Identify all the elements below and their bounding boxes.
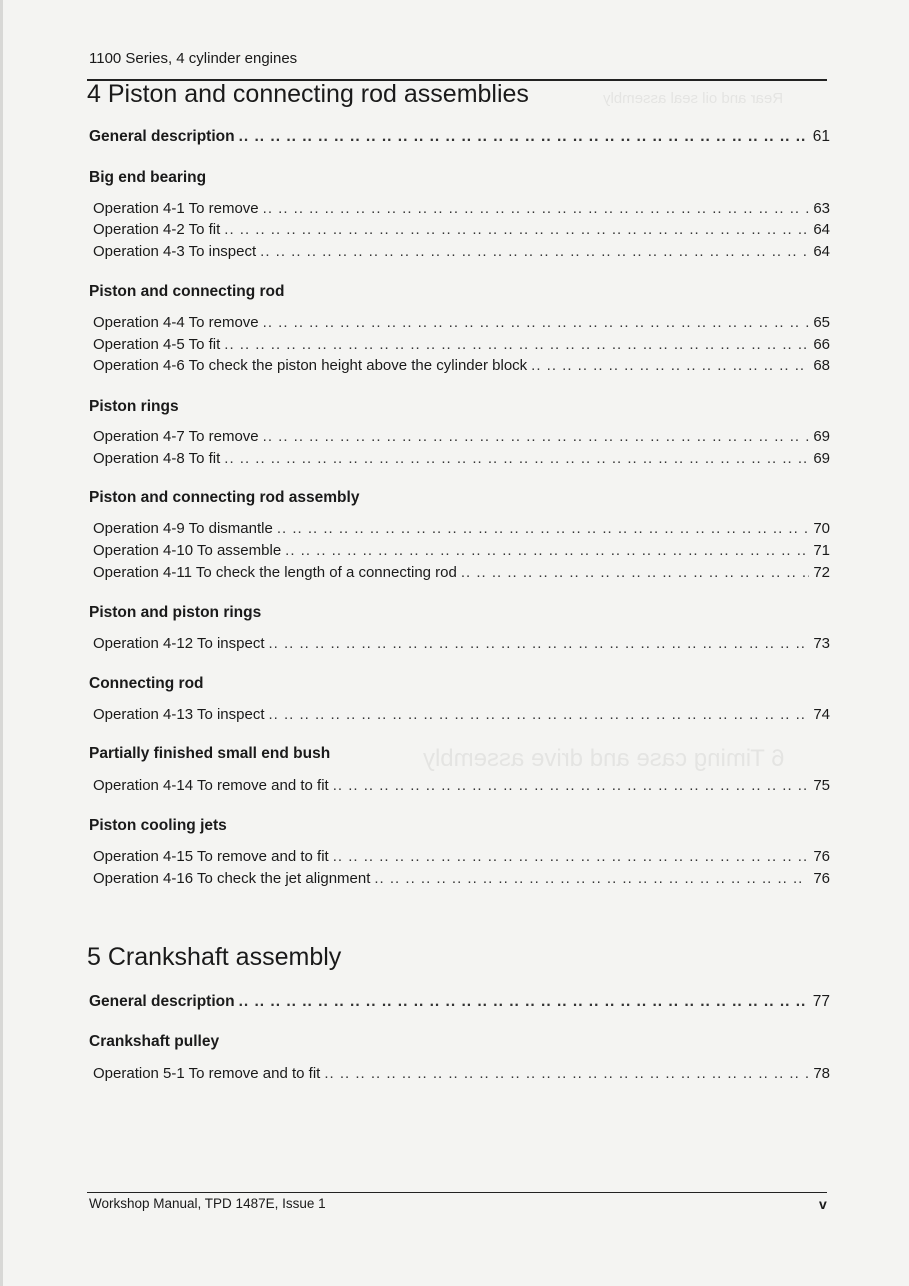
toc-entry[interactable]	[93, 243, 830, 263]
leader-dots	[324, 1065, 809, 1082]
toc-entry-label: Operation 4-8 To fit	[93, 450, 221, 467]
section-heading-piston-rod: Piston and connecting rod	[89, 283, 285, 300]
section-heading-piston-and-rings: Piston and piston rings	[89, 604, 262, 621]
toc-entry[interactable]	[93, 848, 830, 868]
toc-page-number: 76	[813, 870, 830, 887]
section-heading-crankshaft-pulley: Crankshaft pulley	[89, 1033, 220, 1050]
toc-entry[interactable]	[93, 706, 830, 726]
leader-dots	[285, 542, 809, 559]
footer-divider	[87, 1192, 827, 1193]
toc-entry[interactable]	[93, 635, 830, 655]
leader-dots	[269, 706, 810, 723]
leader-dots	[239, 128, 809, 146]
toc-entry-label: Operation 4-12 To inspect	[93, 635, 265, 652]
toc-entry-general-description[interactable]	[89, 993, 830, 1013]
toc-page-number: 70	[813, 520, 830, 537]
leader-dots	[263, 200, 810, 217]
toc-page-number: 65	[813, 314, 830, 331]
toc-entry-label: General description	[89, 128, 235, 145]
toc-entry[interactable]	[93, 564, 830, 584]
toc-entry-label: Operation 4-16 To check the jet alignment	[93, 870, 371, 887]
toc-page-number: 68	[813, 357, 830, 374]
toc-page-number: 71	[813, 542, 830, 559]
series-header: 1100 Series, 4 cylinder engines	[89, 50, 298, 67]
toc-entry-label: Operation 4-7 To remove	[93, 428, 259, 445]
toc-page-number: 73	[813, 635, 830, 652]
toc-page-number: 61	[812, 128, 830, 145]
toc-entry[interactable]	[93, 870, 830, 890]
toc-page-number: 72	[813, 564, 830, 581]
leader-dots	[333, 848, 810, 865]
toc-page-number: 76	[813, 848, 830, 865]
toc-entry-general-description[interactable]	[89, 128, 830, 148]
toc-entry-label: Operation 4-2 To fit	[93, 221, 221, 238]
toc-entry-label: Operation 4-1 To remove	[93, 200, 259, 217]
leader-dots	[269, 635, 810, 652]
toc-page-number: 64	[813, 243, 830, 260]
section-heading-connecting-rod: Connecting rod	[89, 675, 204, 692]
leader-dots	[277, 520, 809, 537]
toc-entry[interactable]	[93, 450, 830, 470]
leader-dots	[263, 428, 810, 445]
toc-page-number: 75	[813, 777, 830, 794]
leader-dots	[224, 450, 809, 467]
toc-entry[interactable]	[93, 1065, 830, 1085]
toc-page-number: 66	[813, 336, 830, 353]
toc-entry[interactable]	[93, 221, 830, 241]
chapter-5-title: 5 Crankshaft assembly	[87, 943, 342, 971]
toc-entry-label: Operation 4-3 To inspect	[93, 243, 257, 260]
toc-entry-label: Operation 4-10 To assemble	[93, 542, 282, 559]
toc-entry[interactable]	[93, 520, 830, 540]
section-heading-rings: Piston rings	[89, 398, 179, 415]
toc-entry[interactable]	[93, 314, 830, 334]
toc-page-number: 77	[812, 993, 830, 1010]
toc-entry-label: Operation 4-9 To dismantle	[93, 520, 273, 537]
toc-entry-label: Operation 4-6 To check the piston height above the cylinder block	[93, 357, 528, 374]
show-through-text: Rear and oil seal assembly	[603, 90, 784, 107]
toc-entry-label: Operation 4-11 To check the length of a connecting rod	[93, 564, 457, 581]
footer-manual-ref: Workshop Manual, TPD 1487E, Issue 1	[89, 1196, 326, 1211]
toc-entry[interactable]	[93, 357, 830, 377]
toc-page-number: 78	[813, 1065, 830, 1082]
toc-entry-label: Operation 4-13 To inspect	[93, 706, 265, 723]
leader-dots	[260, 243, 809, 260]
leader-dots	[239, 993, 809, 1011]
toc-page-number: 69	[813, 428, 830, 445]
toc-entry[interactable]	[93, 200, 830, 220]
leader-dots	[461, 564, 809, 581]
section-heading-small-end: Partially finished small end bush	[89, 745, 331, 762]
toc-entry[interactable]	[93, 777, 830, 797]
footer-page-number: v	[819, 1196, 827, 1212]
leader-dots	[263, 314, 810, 331]
toc-entry-label: Operation 5-1 To remove and to fit	[93, 1065, 321, 1082]
leader-dots	[374, 870, 809, 887]
section-heading-cooling-jets: Piston cooling jets	[89, 817, 227, 834]
toc-page-number: 64	[813, 221, 830, 238]
leader-dots	[224, 336, 809, 353]
toc-entry[interactable]	[93, 542, 830, 562]
toc-entry[interactable]	[93, 336, 830, 356]
chapter-4-title: 4 Piston and connecting rod assemblies	[87, 80, 529, 108]
toc-entry[interactable]	[93, 428, 830, 448]
leader-dots	[224, 221, 809, 238]
toc-page-number: 69	[813, 450, 830, 467]
toc-entry-label: Operation 4-15 To remove and to fit	[93, 848, 329, 865]
toc-entry-label: Operation 4-4 To remove	[93, 314, 259, 331]
toc-entry-label: Operation 4-14 To remove and to fit	[93, 777, 329, 794]
leader-dots	[333, 777, 810, 794]
toc-page-number: 74	[813, 706, 830, 723]
leader-dots	[531, 357, 809, 374]
toc-entry-label: Operation 4-5 To fit	[93, 336, 221, 353]
toc-entry-label: General description	[89, 993, 235, 1010]
toc-page-number: 63	[813, 200, 830, 217]
section-heading-rod-assembly: Piston and connecting rod assembly	[89, 489, 360, 506]
show-through-text: 6 Timing case and drive assembly	[423, 745, 785, 772]
section-heading-big-end: Big end bearing	[89, 169, 207, 186]
